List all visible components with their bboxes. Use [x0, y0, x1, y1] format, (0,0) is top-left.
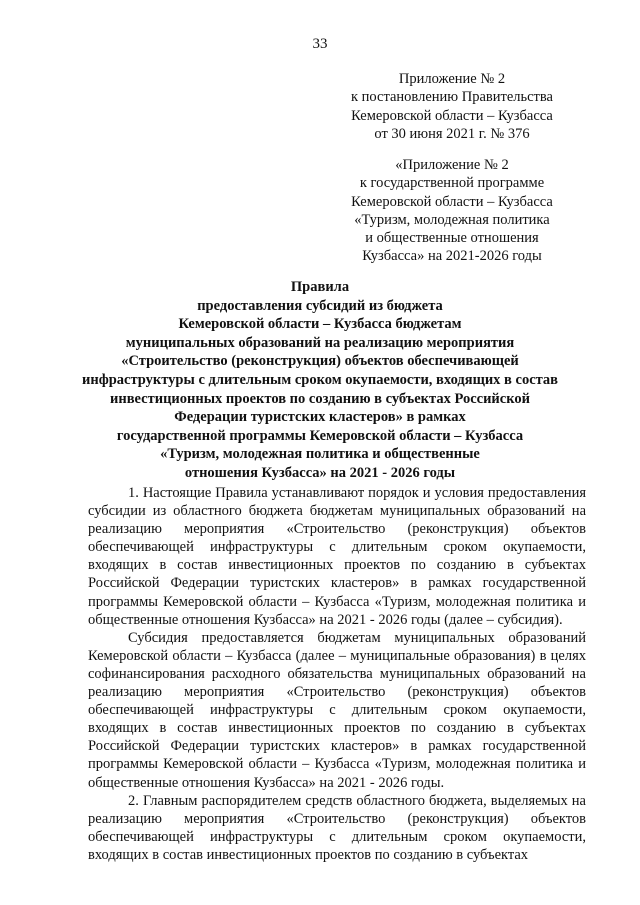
title-line: инвестиционных проектов по созданию в субъектах Российской	[110, 390, 530, 407]
title-line: Правила	[290, 279, 350, 295]
document-body	[88, 484, 586, 864]
title-line: «Строительство (реконструкция) объектов обеспечивающей	[121, 353, 519, 370]
title-line: отношения Кузбасса» на 2021 - 2026 годы	[184, 464, 456, 481]
title-line: муниципальных образований на реализацию мероприятия	[125, 334, 515, 351]
appendix-header-line: Кемеровской области – Кузбасса	[351, 107, 553, 124]
appendix-header	[320, 70, 584, 143]
title-line: инфраструктуры с длительным сроком окупаемости, входящих в состав	[81, 371, 559, 388]
program-appendix-line: Кузбасса» на 2021-2026 годы	[362, 248, 542, 265]
paragraph-1: 1. Настоящие Правила устанавливают порядок и условия предоставления субсидии из областного бюджета бюджетам муниципальных образований на реализацию мероприятия «Строительство (реконструкция) объектов обеспечивающей инфраструктуры с длительным сроком окупаемости, входящих в состав инвестиционных проектов по созданию в субъектах Российской Федерации туристских кластеров» в рамках государственной программы Кемеровской области – Кузбасса «Туризм, молодежная политика и общественные отношения Кузбасса» на 2021 - 2026 годы (далее – субсидия).	[88, 485, 586, 628]
program-appendix-line: «Туризм, молодежная политика	[354, 211, 550, 228]
program-appendix-line: к государственной программе	[359, 175, 545, 192]
paragraph-3: 2. Главным распорядителем средств областного бюджета, выделяемых на реализацию мероприятия «Строительство (реконструкция) объектов обеспечивающей инфраструктуры с длительным сроком окупаемости, входящих в состав инвестиционных проектов по созданию в субъектах	[88, 792, 586, 863]
document-title	[60, 278, 580, 483]
title-line: Кемеровской области – Кузбасса бюджетам	[178, 316, 462, 333]
title-line: «Туризм, молодежная политика и общественные	[160, 446, 480, 463]
program-appendix-line: Кемеровской области – Кузбасса	[351, 193, 553, 210]
program-appendix-line: и общественные отношения	[365, 230, 539, 247]
paragraph-2: Субсидия предоставляется бюджетам муниципальных образований Кемеровской области – Кузбасса (далее – муниципальные образования) в целях софинансирования расходного обязательства муниципальных образований на реализацию мероприятия «Строительство (реконструкция) объектов обеспечивающей инфраструктуры с длительным сроком окупаемости, входящих в состав инвестиционных проектов по созданию в субъектах Российской Федерации туристских кластеров» в рамках государственной программы Кемеровской области – Кузбасса «Туризм, молодежная политика и общественные отношения Кузбасса» на 2021 - 2026 годы.	[88, 629, 586, 791]
program-appendix-line: «Приложение № 2	[395, 157, 509, 173]
title-line: государственной программы Кемеровской области – Кузбасса	[116, 427, 524, 444]
page-number: 33	[312, 36, 328, 52]
program-appendix-header	[320, 156, 584, 266]
appendix-header-line: Приложение № 2	[398, 71, 506, 87]
appendix-header-line: к постановлению Правительства	[351, 89, 553, 106]
title-line: Федерации туристских кластеров» в рамках	[174, 409, 466, 426]
appendix-header-line: от 30 июня 2021 г. № 376	[374, 125, 530, 142]
title-line: предоставления субсидий из бюджета	[197, 297, 443, 314]
